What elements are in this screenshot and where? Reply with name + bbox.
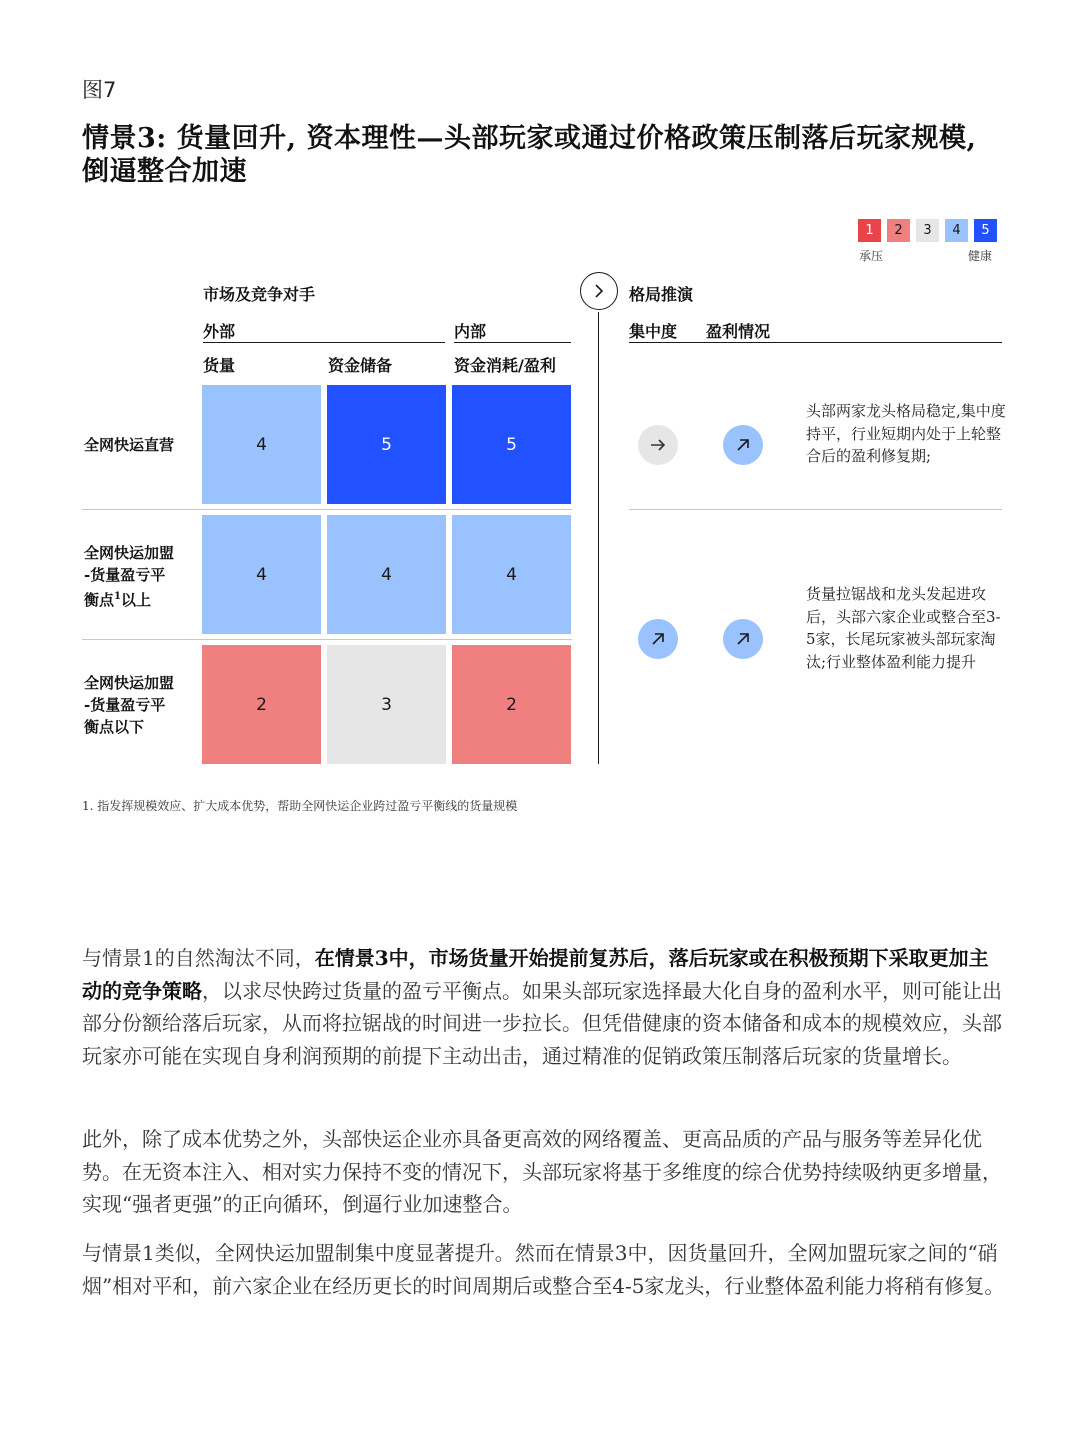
internal-label: 内部 [454,322,487,341]
legend-swatch-3: 3 [916,219,939,242]
internal-rule [454,342,571,343]
figure-footnote: 1. 指发挥规模效应、扩大成本优势，帮助全网快运企业跨过盈亏平衡线的货量规模 [82,799,518,813]
column-header-capital-reserve: 资金储备 [328,356,393,375]
outlook-rule [629,342,1002,343]
row-label-direct: 全网快运直营 [84,436,175,454]
score-cell: 2 [452,645,571,764]
column-header-volume: 货量 [203,356,236,375]
column-header-capital-burn: 资金消耗/盈利 [454,356,556,375]
legend-swatch-1: 1 [858,219,881,242]
score-cell: 4 [202,515,321,634]
arrow-up-right-icon [723,425,763,465]
arrow-up-right-icon [638,619,678,659]
column-header-concentration: 集中度 [629,322,678,341]
arrow-right-icon [638,425,678,465]
score-cell: 5 [327,385,446,504]
outlook-description: 头部两家龙头格局稳定,集中度持平，行业短期内处于上轮整合后的盈利修复期; [806,402,1006,465]
score-cell: 4 [327,515,446,634]
row-divider [82,509,572,510]
score-cell: 4 [202,385,321,504]
score-cell: 4 [452,515,571,634]
column-header-profit: 盈利情况 [706,322,771,341]
external-label: 外部 [203,322,236,341]
row-label-franchise-below: 全网快运加盟 -货量盈亏平 衡点以下 [84,674,175,736]
matrix-section-title: 市场及竞争对手 [203,285,316,304]
score-cell: 3 [327,645,446,764]
outlook-divider [629,509,1002,510]
outlook-section-title: 格局推演 [629,285,694,304]
emphasis-text: 在情景3中，市场货量开始提前复苏后，落后玩家或在积极预期下采取更加主动的竞争策略 [82,946,989,1003]
row-divider [82,639,572,640]
row-label-franchise-above: 全网快运加盟 -货量盈亏平 衡点$^1$以上 [84,544,175,609]
figure-label: 图7 [82,78,117,102]
score-cell: 2 [202,645,321,764]
body-paragraph-1: 与情景1的自然淘汰不同，在情景3中，市场货量开始提前复苏后，落后玩家或在积极预期下采取更加主动的竞争策略，以求尽快跨过货量的盈亏平衡点。如果头部玩家选择最大化自身的盈利水平，则可能让出部分份额给落后玩家，从而将拉锯战的时间进一步拉长。但凭借健康的资本储备和成本的规模效应，头部玩家亦可能在实现自身利润预期的前提下主动出击，通过精准的促销政策压制落后玩家的货量增长。 [82,946,1002,1068]
arrow-up-right-icon [723,619,763,659]
legend-low-label: 承压 [859,249,884,263]
outlook-description: 货量拉锯战和龙头发起进攻后，头部六家企业或整合至3-5家，长尾玩家被头部玩家淘汰;行业整体盈利能力提升 [806,585,1001,671]
legend-high-label: 健康 [968,249,993,263]
score-cell: 5 [452,385,571,504]
figure-title: 情景3: 货量回升, 资本理性—头部玩家或通过价格政策压制落后玩家规模, 倒逼整合加速 [82,123,977,187]
footnote-mark: 1 [114,591,121,602]
legend-swatch-4: 4 [945,219,968,242]
external-rule [203,342,445,343]
chevron-right-icon [580,272,618,310]
legend-swatch-2: 2 [887,219,910,242]
section-divider [598,312,599,764]
score-legend [858,219,997,242]
legend-swatch-5: 5 [974,219,997,242]
body-paragraph-2: 此外，除了成本优势之外，头部快运企业亦具备更高效的网络覆盖、更高品质的产品与服务等差异化优势。在无资本注入、相对实力保持不变的情况下，头部玩家将基于多维度的综合优势持续吸纳更多增量，实现“强者更强”的正向循环，倒逼行业加速整合。 [82,1127,1002,1216]
body-paragraph-3: 与情景1类似，全网快运加盟制集中度显著提升。然而在情景3中，因货量回升，全网加盟玩家之间的“硝烟”相对平和，前六家企业在经历更长的时间周期后或整合至4-5家龙头，行业整体盈利能力将稍有修复。 [82,1241,1005,1298]
